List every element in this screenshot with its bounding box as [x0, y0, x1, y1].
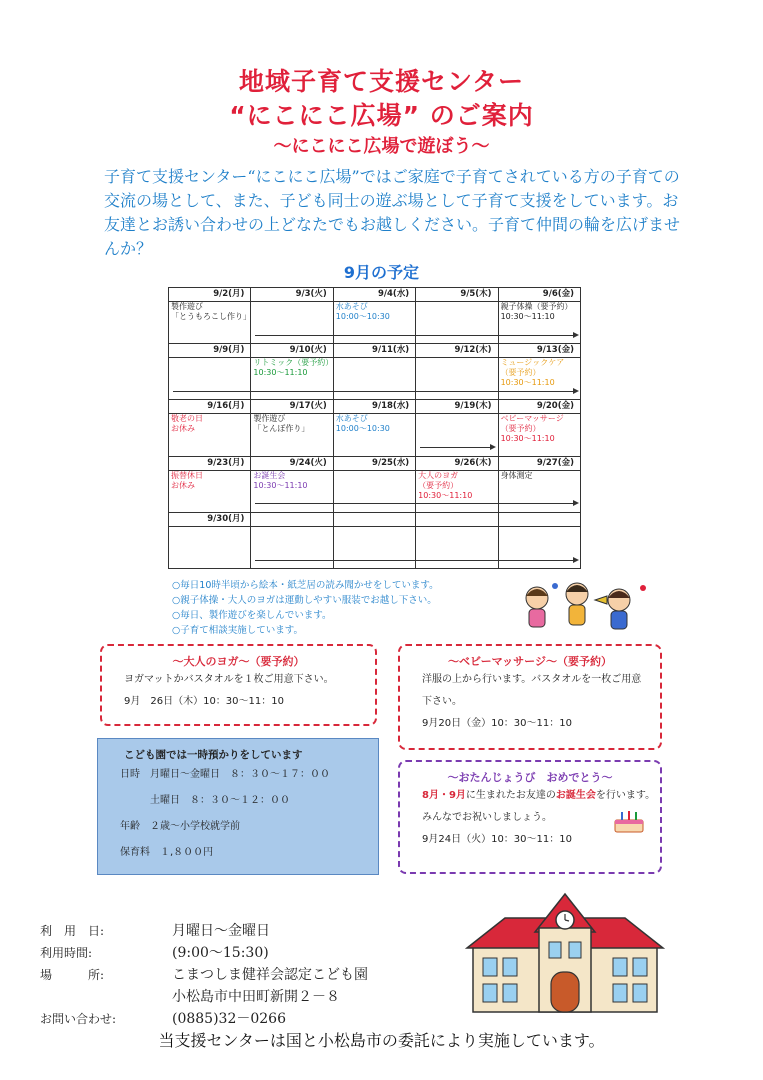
- calendar-date-row: [169, 288, 581, 302]
- calendar-event-cell: [169, 414, 251, 456]
- calendar-event-cell: [416, 358, 498, 400]
- calendar-event-cell: [498, 414, 580, 456]
- event-text: 水あそび: [335, 414, 368, 424]
- calendar-event-cell: [416, 526, 498, 568]
- event-text: 身体測定: [500, 470, 533, 480]
- adult-yoga-box: [100, 644, 377, 726]
- calendar-event-cell: [333, 414, 415, 456]
- event-text: 製作遊び: [171, 302, 203, 312]
- birthday-party: お誕生会: [555, 790, 596, 801]
- kindergarten-building-illustration: [465, 888, 665, 1018]
- days-label: 利 用 日:: [40, 924, 105, 938]
- schedule-title: 9月の予定: [343, 263, 420, 282]
- footer-note: 当支援センターは国と小松島市の委託により実施しています。: [158, 1031, 605, 1050]
- event-text: お誕生会: [253, 470, 286, 480]
- calendar-date-cell: 9/23(月): [169, 456, 251, 470]
- title-line1: 地域子育て支援センター: [238, 67, 524, 96]
- event-text: 「とうもろこし作り」: [171, 312, 251, 322]
- calendar-event-row: [169, 358, 581, 400]
- daycare-line1: 日時 月曜日〜金曜日 ８：３０〜１７：００: [120, 769, 330, 780]
- calendar-event-cell: [416, 470, 498, 512]
- calendar-event-cell: [333, 358, 415, 400]
- intro-text: 子育て支援センター“にこにこ広場”ではご家庭で子育てされている方の子育ての交流の場として、また、子ども同士の遊ぶ場として子育て支援をしています。お友達とお誘い合わせの上どなたでもお越しください。子育て仲間の輪を広げませんか？: [104, 167, 681, 258]
- calendar-date-cell: 9/30(月): [169, 512, 251, 526]
- baby-line2: 下さい。: [422, 696, 462, 707]
- schedule-calendar: [168, 287, 581, 569]
- daycare-line4: 保育料 １,８００円: [120, 847, 214, 858]
- daycare-title: こども園では一時預かりをしています: [124, 749, 303, 761]
- place-label: 場 所:: [40, 968, 105, 982]
- calendar-date-cell: 9/11(水): [333, 344, 415, 358]
- place-value2: 小松島市中田町新開２－８: [172, 989, 340, 1005]
- calendar-date-cell: 9/3(火): [251, 288, 333, 302]
- birthday-text-b: を行います。: [595, 790, 656, 801]
- calendar-date-cell: 9/19(木): [416, 400, 498, 414]
- yoga-line2: 9月 26日（木）10：30〜11：10: [124, 696, 284, 707]
- event-text: （要予約）: [500, 424, 541, 434]
- calendar-date-cell: 9/18(水): [333, 400, 415, 414]
- calendar-date-cell: 9/4(水): [333, 288, 415, 302]
- calendar-event-cell: [333, 302, 415, 344]
- calendar-date-cell: 9/16(月): [169, 400, 251, 414]
- event-text: お休み: [171, 480, 195, 490]
- calendar-date-cell: 9/10(火): [251, 344, 333, 358]
- event-text: 10:30〜11:10: [500, 378, 555, 388]
- event-text: （要予約）: [418, 480, 459, 490]
- birthday-months: 8月・9月: [422, 790, 466, 801]
- calendar-event-cell: [498, 470, 580, 512]
- note-item: ○親子体操・大人のヨガは運動しやすい服装でお越し下さい。: [172, 595, 437, 606]
- info-section: [40, 920, 368, 1030]
- calendar-event-cell: [251, 526, 333, 568]
- calendar-date-cell: 9/25(水): [333, 456, 415, 470]
- calendar-event-cell: [251, 302, 333, 344]
- place-value1: こまつしま健祥会認定こども園: [172, 967, 368, 983]
- hours-label: 利用時間:: [40, 946, 93, 960]
- title-line2: “にこにこ広場” のご案内: [229, 101, 534, 130]
- calendar-event-cell: [169, 526, 251, 568]
- daycare-line2: 土曜日 ８：３０〜１２：００: [120, 795, 290, 806]
- event-text: 10:00〜10:30: [335, 424, 390, 434]
- calendar-date-cell: 9/17(火): [251, 400, 333, 414]
- calendar-date-cell: 9/6(金): [498, 288, 580, 302]
- event-text: 10:30〜11:10: [253, 368, 308, 378]
- birthday-line3: 9月24日（火）10：30〜11：10: [422, 834, 572, 845]
- calendar-date-cell: 9/9(月): [169, 344, 251, 358]
- calendar-event-cell: [498, 302, 580, 344]
- calendar-date-row: [169, 512, 581, 526]
- event-text: 振替休日: [171, 470, 203, 480]
- calendar-date-cell: 9/5(木): [416, 288, 498, 302]
- birthday-line2: みんなでお祝いしましょう。: [422, 812, 552, 823]
- calendar-date-cell: 9/12(木): [416, 344, 498, 358]
- calendar-event-cell: [251, 470, 333, 512]
- birthday-box: [398, 760, 662, 874]
- baby-title: 〜ベビーマッサージ〜（要予約）: [448, 655, 612, 668]
- event-text: お休み: [171, 424, 195, 434]
- calendar-date-row: [169, 456, 581, 470]
- event-text: リトミック（要予約）: [253, 358, 334, 368]
- calendar-event-row: [169, 302, 581, 344]
- birthday-text-a: に生まれたお友達の: [465, 790, 556, 801]
- calendar-date-row: [169, 344, 581, 358]
- yoga-line1: ヨガマットかバスタオルを１枚ご用意下さい。: [124, 674, 334, 685]
- event-text: 敬老の日: [171, 414, 203, 424]
- event-text: 親子体操（要予約）: [500, 302, 573, 312]
- subtitle: 〜にこにこ広場で遊ぼう〜: [273, 136, 490, 157]
- event-text: 10:30〜11:10: [500, 434, 555, 444]
- yoga-title: 〜大人のヨガ〜（要予約）: [172, 655, 305, 668]
- calendar-date-cell: [333, 512, 415, 526]
- baby-line1: 洋服の上から行います。バスタオルを一枚ご用意: [422, 674, 642, 685]
- contact-value: (0885)32－0266: [172, 1011, 286, 1027]
- calendar-event-cell: [333, 526, 415, 568]
- event-text: ベビーマッサージ: [500, 414, 564, 424]
- note-item: ○子育て相談実施しています。: [172, 625, 304, 636]
- cake-icon: [612, 808, 646, 834]
- calendar-event-cell: [333, 470, 415, 512]
- event-text: 10:30〜11:10: [253, 480, 308, 490]
- event-text: （要予約）: [500, 368, 541, 378]
- calendar-event-cell: [498, 358, 580, 400]
- calendar-date-cell: 9/20(金): [498, 400, 580, 414]
- calendar-event-cell: [169, 358, 251, 400]
- baby-line3: 9月20日（金）10：30〜11：10: [422, 718, 572, 729]
- event-text: 10:00〜10:30: [335, 312, 390, 322]
- baby-massage-box: [398, 644, 662, 750]
- calendar-date-row: [169, 400, 581, 414]
- notes-list: [172, 578, 439, 638]
- days-value: 月曜日〜金曜日: [172, 923, 270, 939]
- calendar-event-cell: [169, 470, 251, 512]
- calendar-event-cell: [251, 414, 333, 456]
- daycare-box: [97, 738, 379, 875]
- calendar-date-cell: 9/24(火): [251, 456, 333, 470]
- calendar-date-cell: 9/27(金): [498, 456, 580, 470]
- calendar-event-row: [169, 526, 581, 568]
- calendar-date-cell: 9/13(金): [498, 344, 580, 358]
- calendar-event-row: [169, 470, 581, 512]
- event-text: ミュージックケア: [500, 358, 565, 368]
- birthday-line1: [400, 785, 660, 807]
- calendar-event-cell: [251, 358, 333, 400]
- daycare-line3: 年齢 ２歳〜小学校就学前: [120, 821, 240, 832]
- event-text: 10:30〜11:10: [418, 490, 473, 500]
- calendar-date-cell: 9/2(月): [169, 288, 251, 302]
- note-item: ○毎日、製作遊びを楽しんでいます。: [172, 610, 332, 621]
- event-text: 「とんぼ作り」: [253, 424, 310, 434]
- event-text: 大人のヨガ: [418, 470, 459, 480]
- event-text: 水あそび: [335, 302, 368, 312]
- calendar-event-cell: [169, 302, 251, 344]
- calendar-event-row: [169, 414, 581, 456]
- calendar-date-cell: [251, 512, 333, 526]
- calendar-event-cell: [416, 302, 498, 344]
- hours-value: (9:00〜15:30): [172, 945, 269, 961]
- calendar-event-cell: [498, 526, 580, 568]
- calendar-date-cell: [498, 512, 580, 526]
- kids-music-illustration: [515, 578, 660, 638]
- calendar-date-cell: [416, 512, 498, 526]
- birthday-title: 〜おたんじょうび おめでとう〜: [447, 771, 613, 784]
- contact-label: お問い合わせ:: [40, 1012, 117, 1026]
- calendar-date-cell: 9/26(木): [416, 456, 498, 470]
- calendar-event-cell: [416, 414, 498, 456]
- note-item: ○毎日10時半頃から絵本・紙芝居の読み聞かせをしています。: [172, 580, 439, 591]
- event-text: 10:30〜11:10: [500, 312, 555, 322]
- event-text: 製作遊び: [253, 414, 286, 424]
